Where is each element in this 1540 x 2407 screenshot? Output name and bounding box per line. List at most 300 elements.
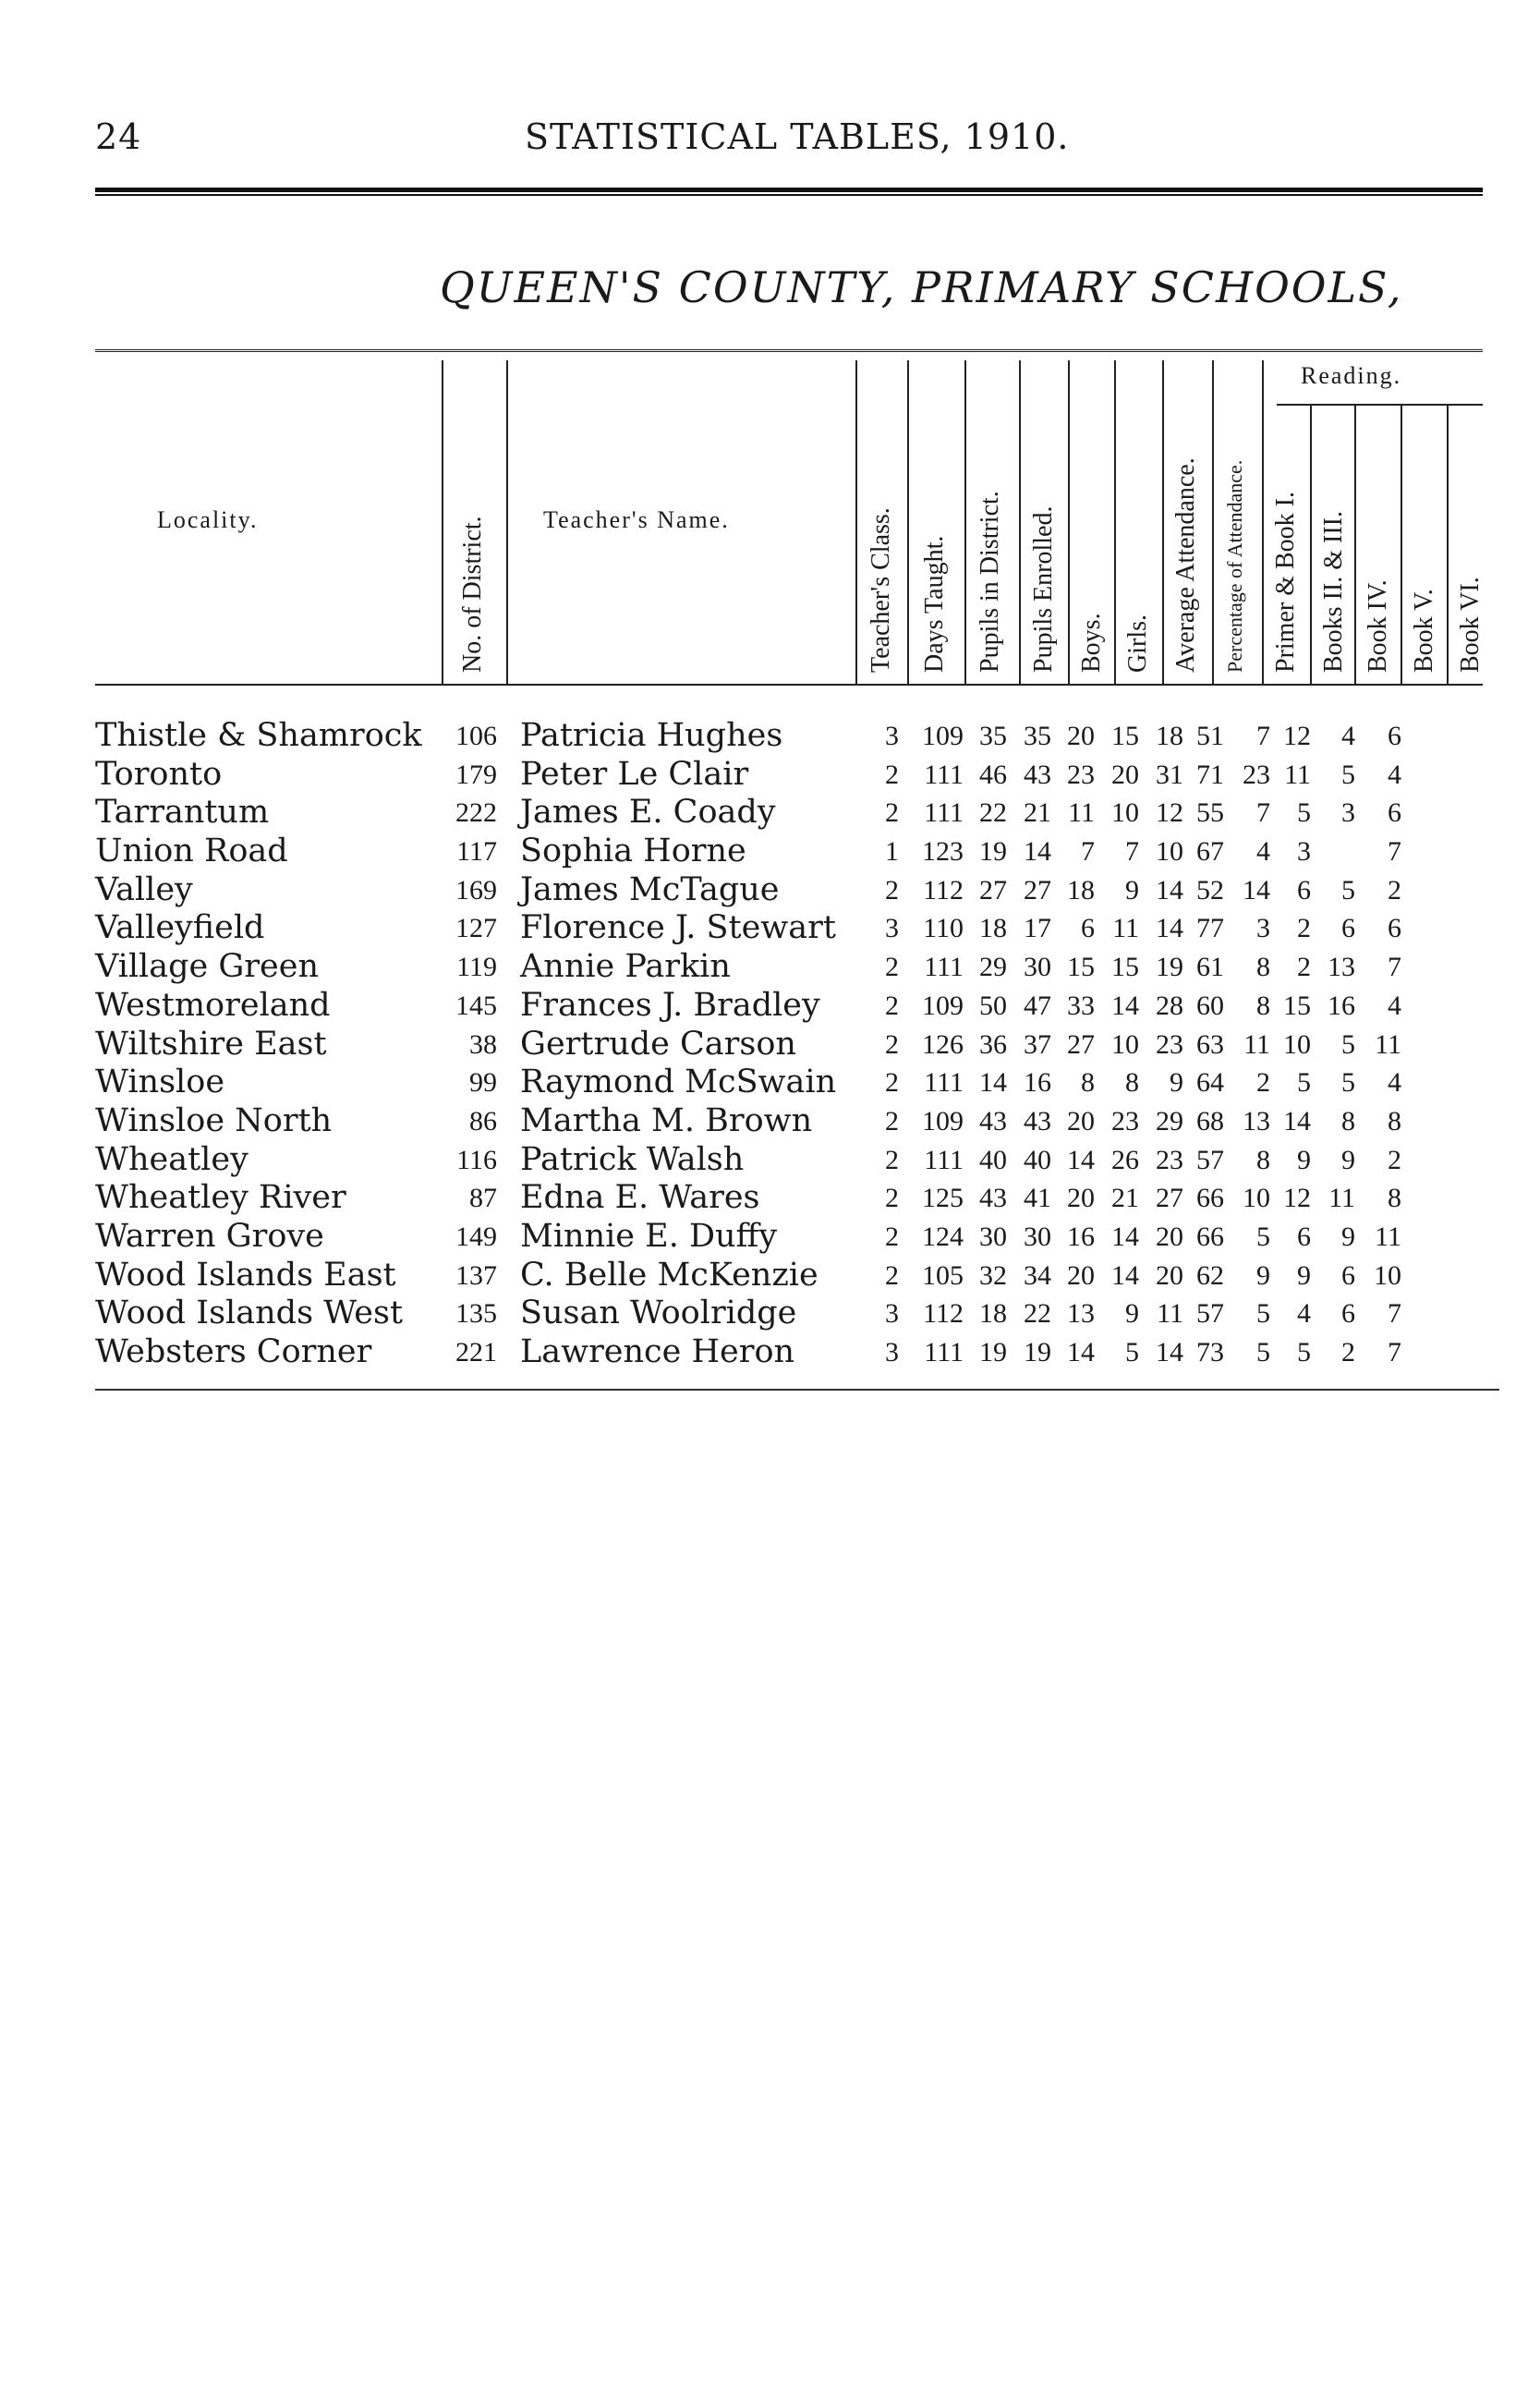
cell-book4: 4 [1341, 721, 1355, 751]
cell-percentage: 64 [1196, 1067, 1224, 1099]
cell-primer: 9 [1256, 1259, 1270, 1291]
cell-primer: 8 [1256, 990, 1270, 1021]
cell-percentage: 66 [1196, 1221, 1224, 1252]
books23-header: Books II. & III. [1319, 511, 1348, 673]
table-row [95, 909, 1499, 948]
page-header [95, 116, 1483, 163]
cell-class: 2 [885, 1067, 899, 1099]
header-divider [1114, 360, 1116, 684]
cell-locality: Websters Corner [95, 1333, 372, 1370]
cell-book5: 4 [1388, 759, 1401, 790]
cell-class: 3 [885, 913, 899, 944]
cell-teacher: Patrick Walsh [520, 1140, 745, 1178]
cell-primer: 11 [1243, 1028, 1270, 1060]
cell-boys: 7 [1081, 836, 1095, 868]
cell-books23: 3 [1297, 836, 1311, 868]
school-table [95, 717, 1499, 1372]
cell-pupils: 35 [979, 721, 1007, 751]
cell-attendance: 20 [1156, 1259, 1183, 1291]
cell-boys: 20 [1067, 721, 1095, 751]
cell-girls: 21 [1111, 1183, 1139, 1214]
cell-class: 3 [885, 1337, 899, 1368]
cell-attendance: 20 [1156, 1221, 1183, 1252]
cell-days: 109 [922, 990, 964, 1021]
cell-teacher: Susan Woolridge [520, 1295, 797, 1332]
cell-pupils: 18 [979, 913, 1007, 944]
cell-girls: 14 [1111, 990, 1139, 1021]
cell-book4: 11 [1328, 1183, 1355, 1214]
cell-attendance: 14 [1156, 874, 1183, 906]
cell-teacher: Frances J. Bradley [520, 986, 820, 1024]
cell-days: 111 [924, 1337, 964, 1368]
table-row [95, 833, 1499, 871]
cell-book4: 9 [1341, 1144, 1355, 1175]
cell-girls: 10 [1111, 797, 1139, 829]
cell-primer: 8 [1256, 1144, 1270, 1175]
cell-class: 2 [885, 1144, 899, 1175]
cell-book5: 7 [1388, 1337, 1401, 1368]
cell-books23: 14 [1283, 1105, 1311, 1137]
cell-days: 111 [924, 1144, 964, 1175]
cell-boys: 33 [1067, 990, 1095, 1021]
cell-books23: 12 [1283, 1183, 1311, 1214]
cell-book5: 2 [1388, 1144, 1401, 1175]
cell-book5: 8 [1388, 1105, 1401, 1137]
cell-enrolled: 37 [1024, 1028, 1051, 1060]
cell-pupils: 19 [979, 1337, 1007, 1368]
cell-pupils: 43 [979, 1105, 1007, 1137]
cell-book5: 6 [1388, 797, 1401, 829]
cell-class: 2 [885, 797, 899, 829]
cell-locality: Toronto [95, 755, 223, 793]
cell-girls: 11 [1112, 913, 1139, 944]
table-row [95, 1295, 1499, 1333]
cell-boys: 15 [1067, 952, 1095, 983]
cell-book5: 7 [1388, 952, 1401, 983]
cell-locality: Thistle & Shamrock [95, 717, 422, 754]
cell-days: 111 [924, 759, 964, 790]
cell-primer: 5 [1256, 1337, 1270, 1368]
cell-district: 106 [455, 721, 497, 751]
girls-header: Girls. [1123, 614, 1152, 673]
cell-enrolled: 47 [1024, 990, 1051, 1021]
cell-boys: 18 [1067, 874, 1095, 906]
header-divider [1212, 360, 1214, 684]
cell-district: 135 [455, 1298, 497, 1330]
cell-percentage: 62 [1196, 1259, 1224, 1291]
cell-locality: Union Road [95, 833, 288, 870]
cell-primer: 2 [1256, 1067, 1270, 1099]
cell-enrolled: 43 [1024, 1105, 1051, 1137]
cell-books23: 2 [1297, 952, 1311, 983]
header-divider [907, 360, 909, 684]
cell-boys: 13 [1067, 1298, 1095, 1330]
cell-district: 119 [456, 952, 497, 983]
cell-pupils: 18 [979, 1298, 1007, 1330]
cell-days: 110 [923, 913, 964, 944]
cell-percentage: 60 [1196, 990, 1224, 1021]
cell-percentage: 71 [1196, 759, 1224, 790]
header-divider [442, 360, 443, 684]
cell-book4: 3 [1341, 797, 1355, 829]
cell-primer: 5 [1256, 1221, 1270, 1252]
cell-attendance: 27 [1156, 1183, 1183, 1214]
cell-book5: 7 [1388, 836, 1401, 868]
cell-primer: 7 [1256, 797, 1270, 829]
reading-header: Reading. [1301, 362, 1402, 389]
cell-boys: 27 [1067, 1028, 1095, 1060]
cell-pupils: 29 [979, 952, 1007, 983]
cell-enrolled: 17 [1024, 913, 1051, 944]
cell-enrolled: 34 [1024, 1259, 1051, 1291]
cell-book5: 4 [1388, 990, 1401, 1021]
cell-class: 2 [885, 990, 899, 1021]
cell-girls: 10 [1111, 1028, 1139, 1060]
cell-locality: Winsloe [95, 1064, 225, 1101]
cell-locality: Valley [95, 870, 193, 908]
cell-percentage: 52 [1196, 874, 1224, 906]
cell-class: 2 [885, 1183, 899, 1214]
cell-pupils: 43 [979, 1183, 1007, 1214]
cell-pupils: 19 [979, 836, 1007, 868]
running-title: STATISTICAL TABLES, 1910. [525, 116, 1070, 157]
cell-pupils: 50 [979, 990, 1007, 1021]
table-row [95, 948, 1499, 987]
cell-boys: 20 [1067, 1183, 1095, 1214]
cell-attendance: 29 [1156, 1105, 1183, 1137]
cell-primer: 4 [1256, 836, 1270, 868]
page-number: 24 [95, 116, 142, 157]
cell-enrolled: 21 [1024, 797, 1051, 829]
cell-primer: 5 [1256, 1298, 1270, 1330]
cell-girls: 7 [1125, 836, 1139, 868]
cell-days: 111 [924, 1067, 964, 1099]
cell-class: 3 [885, 721, 899, 751]
cell-book4: 13 [1328, 952, 1355, 983]
cell-pupils: 30 [979, 1221, 1007, 1252]
cell-percentage: 77 [1196, 913, 1224, 944]
cell-teacher: C. Belle McKenzie [520, 1256, 819, 1294]
cell-days: 124 [922, 1221, 964, 1252]
cell-teacher: Martha M. Brown [520, 1101, 813, 1139]
reading-group-rule [1277, 404, 1483, 406]
cell-teacher: Raymond McSwain [520, 1064, 837, 1101]
header-divider [1162, 360, 1164, 684]
primer-header: Primer & Book I. [1271, 492, 1300, 673]
cell-books23: 15 [1283, 990, 1311, 1021]
cell-class: 2 [885, 1259, 899, 1291]
book6-header: Book VI. [1456, 577, 1485, 673]
cell-boys: 14 [1067, 1144, 1095, 1175]
header-divider [1354, 404, 1356, 684]
cell-boys: 8 [1081, 1067, 1095, 1099]
cell-district: 145 [455, 990, 497, 1021]
cell-enrolled: 27 [1024, 874, 1051, 906]
cell-class: 2 [885, 1221, 899, 1252]
cell-pupils: 40 [979, 1144, 1007, 1175]
cell-primer: 3 [1256, 913, 1270, 944]
cell-primer: 14 [1243, 874, 1270, 906]
header-divider [1401, 404, 1402, 684]
cell-book4: 5 [1341, 1067, 1355, 1099]
cell-pupils: 27 [979, 874, 1007, 906]
cell-district: 169 [455, 874, 497, 906]
cell-district: 221 [455, 1337, 497, 1368]
cell-books23: 11 [1284, 759, 1311, 790]
cell-enrolled: 16 [1024, 1067, 1051, 1099]
cell-books23: 6 [1297, 1221, 1311, 1252]
book4-header: Book IV. [1364, 579, 1392, 673]
header-divider [855, 360, 857, 684]
cell-books23: 9 [1297, 1259, 1311, 1291]
district-header: No. of District. [458, 516, 487, 673]
cell-locality: Wheatley River [95, 1179, 346, 1217]
cell-girls: 9 [1125, 874, 1139, 906]
table-row [95, 1257, 1499, 1295]
cell-enrolled: 35 [1024, 721, 1051, 751]
cell-class: 2 [885, 952, 899, 983]
pupils-district-header: Pupils in District. [976, 491, 1004, 673]
cell-locality: Westmoreland [95, 986, 331, 1024]
cell-book5: 8 [1388, 1183, 1401, 1214]
cell-locality: Wood Islands West [95, 1295, 404, 1332]
cell-book4: 5 [1341, 1028, 1355, 1060]
cell-books23: 2 [1297, 913, 1311, 944]
cell-boys: 20 [1067, 1259, 1095, 1291]
cell-locality: Tarrantum [95, 794, 270, 832]
cell-days: 111 [924, 797, 964, 829]
cell-attendance: 31 [1156, 759, 1183, 790]
cell-district: 116 [456, 1144, 497, 1175]
header-rule [95, 188, 1483, 196]
cell-girls: 26 [1111, 1144, 1139, 1175]
cell-attendance: 9 [1170, 1067, 1183, 1099]
cell-enrolled: 30 [1024, 952, 1051, 983]
table-row [95, 1141, 1499, 1180]
cell-enrolled: 22 [1024, 1298, 1051, 1330]
cell-percentage: 63 [1196, 1028, 1224, 1060]
cell-pupils: 22 [979, 797, 1007, 829]
attendance-header: Average Attendance. [1171, 457, 1200, 673]
table-row [95, 871, 1499, 910]
header-divider [964, 360, 966, 684]
cell-class: 1 [885, 836, 899, 868]
cell-percentage: 61 [1196, 952, 1224, 983]
cell-teacher: James McTague [520, 870, 780, 908]
cell-district: 179 [455, 759, 497, 790]
table-row [95, 1179, 1499, 1218]
cell-days: 109 [922, 721, 964, 751]
cell-boys: 23 [1067, 759, 1095, 790]
teacher-header: Teacher's Name. [543, 506, 730, 533]
cell-teacher: Minnie E. Duffy [520, 1217, 778, 1255]
cell-days: 105 [922, 1259, 964, 1291]
cell-locality: Winsloe North [95, 1101, 333, 1139]
cell-book4: 2 [1341, 1337, 1355, 1368]
cell-locality: Wiltshire East [95, 1025, 327, 1063]
cell-boys: 6 [1081, 913, 1095, 944]
table-row [95, 987, 1499, 1026]
table-row [95, 1026, 1499, 1064]
cell-girls: 5 [1125, 1337, 1139, 1368]
boys-header: Boys. [1077, 613, 1106, 673]
cell-pupils: 32 [979, 1259, 1007, 1291]
cell-book5: 2 [1388, 874, 1401, 906]
cell-district: 38 [469, 1028, 497, 1060]
cell-enrolled: 40 [1024, 1144, 1051, 1175]
table-row [95, 717, 1499, 756]
cell-class: 3 [885, 1298, 899, 1330]
table-row [95, 756, 1499, 795]
cell-book4: 16 [1328, 990, 1355, 1021]
cell-pupils: 36 [979, 1028, 1007, 1060]
cell-girls: 14 [1111, 1221, 1139, 1252]
cell-book4: 5 [1341, 874, 1355, 906]
cell-teacher: James E. Coady [520, 794, 776, 832]
enrolled-header: Pupils Enrolled. [1029, 505, 1058, 673]
table-subtitle: QUEEN'S COUNTY, PRIMARY SCHOOLS, [440, 262, 1403, 312]
table-row [95, 794, 1499, 833]
cell-boys: 20 [1067, 1105, 1095, 1137]
header-divider [506, 360, 508, 684]
cell-enrolled: 19 [1024, 1337, 1051, 1368]
cell-attendance: 23 [1156, 1144, 1183, 1175]
cell-percentage: 57 [1196, 1144, 1224, 1175]
cell-enrolled: 14 [1024, 836, 1051, 868]
cell-percentage: 67 [1196, 836, 1224, 868]
cell-books23: 4 [1297, 1298, 1311, 1330]
cell-district: 137 [455, 1259, 497, 1291]
cell-locality: Valleyfield [95, 909, 265, 947]
cell-days: 111 [924, 952, 964, 983]
cell-days: 112 [923, 874, 964, 906]
header-divider [1068, 360, 1070, 684]
cell-teacher: Edna E. Wares [520, 1179, 760, 1217]
cell-teacher: Sophia Horne [520, 833, 746, 870]
header-divider [1019, 360, 1021, 684]
cell-primer: 13 [1243, 1105, 1270, 1137]
cell-teacher: Florence J. Stewart [520, 909, 836, 947]
cell-girls: 23 [1111, 1105, 1139, 1137]
cell-girls: 15 [1111, 721, 1139, 751]
cell-books23: 12 [1283, 721, 1311, 751]
cell-attendance: 14 [1156, 913, 1183, 944]
cell-boys: 11 [1068, 797, 1095, 829]
cell-book4: 6 [1341, 1259, 1355, 1291]
bottom-rule [95, 1389, 1499, 1391]
cell-primer: 23 [1243, 759, 1270, 790]
header-divider [1310, 404, 1312, 684]
cell-book5: 10 [1374, 1259, 1401, 1291]
cell-books23: 5 [1297, 797, 1311, 829]
cell-attendance: 12 [1156, 797, 1183, 829]
cell-teacher: Annie Parkin [520, 948, 731, 986]
cell-class: 2 [885, 874, 899, 906]
cell-locality: Wood Islands East [95, 1256, 396, 1294]
cell-percentage: 55 [1196, 797, 1224, 829]
days-header: Days Taught. [920, 535, 949, 673]
cell-book5: 6 [1388, 721, 1401, 751]
cell-locality: Wheatley [95, 1140, 249, 1178]
cell-district: 117 [456, 836, 497, 868]
cell-district: 86 [469, 1105, 497, 1137]
cell-book4: 6 [1341, 1298, 1355, 1330]
cell-teacher: Patricia Hughes [520, 717, 783, 754]
cell-girls: 15 [1111, 952, 1139, 983]
cell-books23: 5 [1297, 1067, 1311, 1099]
cell-book5: 7 [1388, 1298, 1401, 1330]
cell-percentage: 73 [1196, 1337, 1224, 1368]
cell-enrolled: 30 [1024, 1221, 1051, 1252]
cell-books23: 9 [1297, 1144, 1311, 1175]
cell-attendance: 18 [1156, 721, 1183, 751]
cell-books23: 6 [1297, 874, 1311, 906]
cell-percentage: 66 [1196, 1183, 1224, 1214]
cell-book5: 11 [1375, 1028, 1401, 1060]
cell-book5: 6 [1388, 913, 1401, 944]
book5-header: Book V. [1410, 589, 1438, 673]
cell-teacher: Lawrence Heron [520, 1333, 795, 1370]
table-row [95, 1218, 1499, 1257]
cell-girls: 14 [1111, 1259, 1139, 1291]
cell-boys: 16 [1067, 1221, 1095, 1252]
cell-girls: 8 [1125, 1067, 1139, 1099]
cell-teacher: Peter Le Clair [520, 755, 749, 793]
cell-primer: 8 [1256, 952, 1270, 983]
header-divider [1262, 360, 1264, 684]
cell-attendance: 19 [1156, 952, 1183, 983]
header-divider [1447, 404, 1449, 684]
cell-district: 149 [455, 1221, 497, 1252]
cell-attendance: 11 [1157, 1298, 1183, 1330]
cell-locality: Warren Grove [95, 1217, 324, 1255]
cell-days: 123 [922, 836, 964, 868]
cell-book5: 11 [1375, 1221, 1401, 1252]
cell-class: 2 [885, 1028, 899, 1060]
cell-days: 112 [923, 1298, 964, 1330]
cell-district: 222 [455, 797, 497, 829]
cell-attendance: 14 [1156, 1337, 1183, 1368]
cell-district: 99 [469, 1067, 497, 1099]
cell-pupils: 46 [979, 759, 1007, 790]
cell-attendance: 10 [1156, 836, 1183, 868]
cell-teacher: Gertrude Carson [520, 1025, 796, 1063]
cell-attendance: 28 [1156, 990, 1183, 1021]
cell-class: 2 [885, 1105, 899, 1137]
cell-girls: 20 [1111, 759, 1139, 790]
locality-header: Locality. [157, 506, 259, 533]
cell-district: 127 [455, 913, 497, 944]
cell-pupils: 14 [979, 1067, 1007, 1099]
cell-book5: 4 [1388, 1067, 1401, 1099]
cell-enrolled: 43 [1024, 759, 1051, 790]
cell-days: 126 [922, 1028, 964, 1060]
cell-book4: 8 [1341, 1105, 1355, 1137]
cell-percentage: 51 [1196, 721, 1224, 751]
cell-days: 109 [922, 1105, 964, 1137]
cell-book4: 5 [1341, 759, 1355, 790]
cell-district: 87 [469, 1183, 497, 1214]
cell-primer: 7 [1256, 721, 1270, 751]
cell-percentage: 57 [1196, 1298, 1224, 1330]
cell-book4: 6 [1341, 913, 1355, 944]
table-row [95, 1102, 1499, 1141]
cell-books23: 10 [1283, 1028, 1311, 1060]
cell-attendance: 23 [1156, 1028, 1183, 1060]
cell-class: 2 [885, 759, 899, 790]
cell-book4: 9 [1341, 1221, 1355, 1252]
cell-enrolled: 41 [1024, 1183, 1051, 1214]
